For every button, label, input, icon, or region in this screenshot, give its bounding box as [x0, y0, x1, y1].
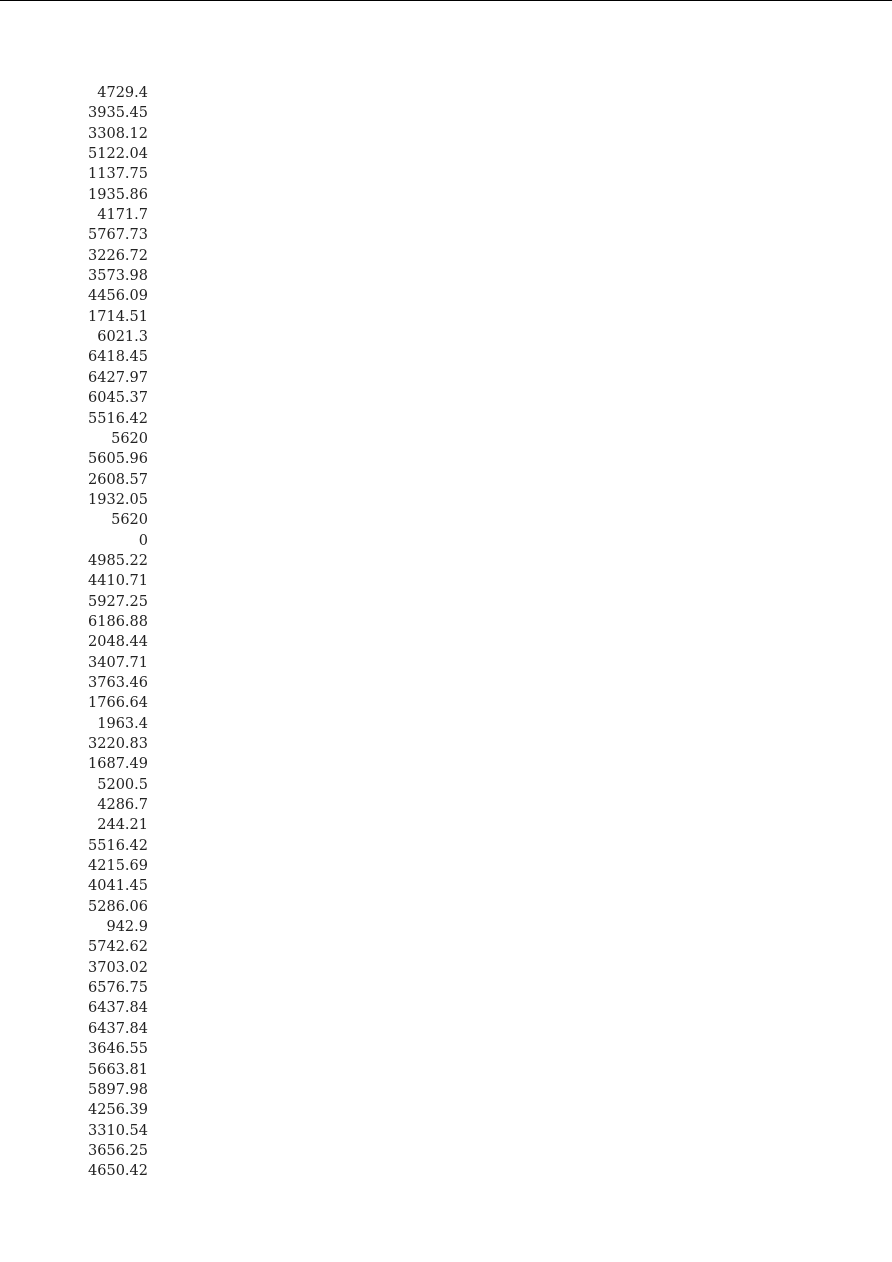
value-cell: 4985.22	[88, 552, 148, 569]
value-cell: 1687.49	[88, 756, 148, 773]
value-cell: 5122.04	[88, 146, 148, 163]
value-cell: 3226.72	[88, 247, 148, 264]
value-cell: 6576.75	[88, 980, 148, 997]
value-cell: 5663.81	[88, 1061, 148, 1078]
value-cell: 5897.98	[88, 1081, 148, 1098]
value-cell: 4286.7	[97, 797, 148, 814]
value-cell: 1137.75	[88, 166, 148, 183]
value-cell: 4729.4	[97, 85, 148, 101]
value-cell: 3310.54	[88, 1122, 148, 1139]
value-cell: 6437.84	[88, 1020, 148, 1037]
value-cell: 5767.73	[88, 227, 148, 244]
value-cell: 1932.05	[88, 491, 148, 508]
value-cell: 5620	[111, 430, 148, 447]
value-cell: 1935.86	[88, 186, 148, 203]
value-column	[60, 83, 148, 1182]
value-cell: 942.9	[106, 919, 148, 936]
value-cell: 6437.84	[88, 1000, 148, 1017]
value-cell: 5286.06	[88, 898, 148, 915]
value-cell: 3407.71	[88, 654, 148, 671]
value-cell: 4215.69	[88, 858, 148, 875]
value-cell: 4456.09	[88, 288, 148, 305]
value-cell: 3646.55	[88, 1041, 148, 1058]
value-cell: 1766.64	[88, 695, 148, 712]
value-cell: 3220.83	[88, 736, 148, 752]
value-cell: 1714.51	[88, 308, 148, 325]
value-cell: 6045.37	[88, 390, 148, 407]
value-cell: 4650.42	[88, 1163, 148, 1180]
value-cell: 3703.02	[88, 959, 148, 976]
value-cell: 4041.45	[88, 878, 148, 895]
value-cell: 6186.88	[88, 613, 148, 630]
value-cell: 3573.98	[88, 268, 148, 285]
page-top-border	[0, 0, 892, 1]
value-cell: 0	[138, 532, 148, 549]
value-cell: 5605.96	[88, 451, 148, 468]
value-cell: 5516.42	[88, 837, 148, 854]
value-cell: 6427.97	[88, 369, 148, 386]
value-cell: 5742.62	[88, 939, 148, 956]
value-cell: 4171.7	[97, 207, 148, 224]
value-cell: 2608.57	[88, 471, 148, 488]
value-cell: 5927.25	[88, 593, 148, 610]
value-cell: 3308.12	[88, 125, 148, 142]
value-cell: 5516.42	[88, 410, 148, 427]
value-cell: 4410.71	[88, 573, 148, 590]
value-cell: 4256.39	[88, 1102, 148, 1119]
value-cell: 3935.45	[88, 105, 148, 122]
value-cell: 3656.25	[88, 1142, 148, 1159]
value-cell: 3763.46	[88, 674, 148, 691]
value-cell: 2048.44	[88, 634, 148, 651]
value-cell: 244.21	[97, 817, 148, 834]
value-cell: 1963.4	[97, 715, 148, 732]
value-cell: 5620	[111, 512, 148, 529]
value-cell: 6418.45	[88, 349, 148, 366]
value-cell: 5200.5	[97, 776, 148, 793]
value-cell: 6021.3	[97, 329, 148, 346]
